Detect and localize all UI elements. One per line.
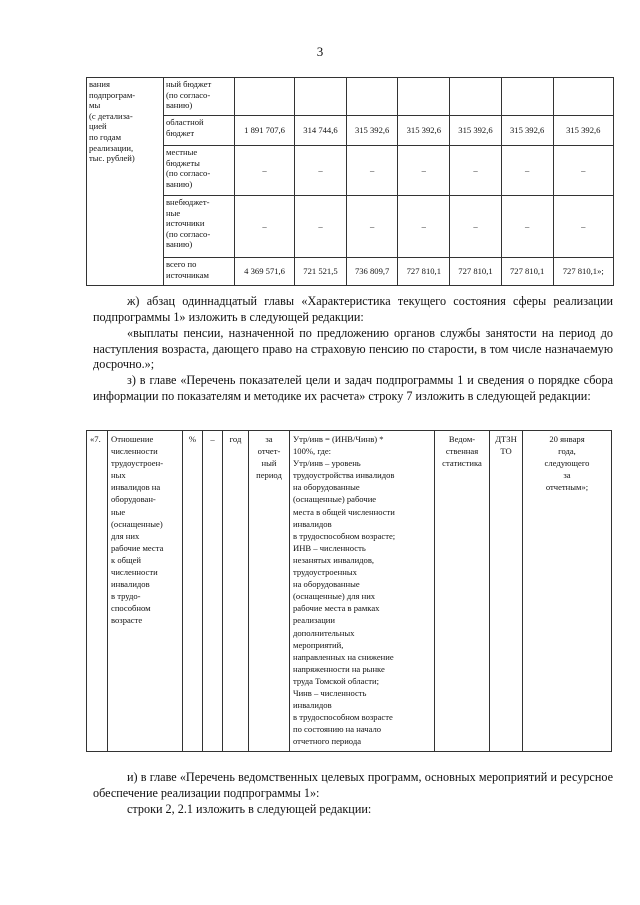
- funding-source-cell: [164, 258, 235, 286]
- responsible-line: ДТЗН: [495, 434, 517, 444]
- value-cell: –: [450, 146, 502, 196]
- info-source-line: статистика: [442, 458, 482, 469]
- funding-source-line: источники: [166, 218, 205, 229]
- value-cell: –: [501, 196, 553, 258]
- indicator-name-line: численности: [111, 567, 158, 578]
- indicator-name-line: инвалидов на: [111, 482, 161, 493]
- row-number: «7.: [90, 434, 101, 444]
- dash-cell: [203, 431, 223, 752]
- value-cell: 315 392,6: [501, 116, 553, 146]
- formula-line: 100%, где:: [293, 446, 332, 457]
- formula-line: инвалидов: [293, 700, 332, 711]
- formula-line: трудоустройства инвалидов: [293, 470, 395, 481]
- indicator-table: [86, 430, 612, 752]
- indicator-name-line: способном: [111, 603, 151, 614]
- value-cell: 314 744,6: [295, 116, 347, 146]
- formula-line: ИНВ – численность: [293, 542, 366, 553]
- table-row: [87, 116, 614, 146]
- formula-line: мероприятий,: [293, 639, 344, 650]
- funding-source-cell: [164, 116, 235, 146]
- time-period-cell: [249, 431, 290, 752]
- paragraph-rows: строки 2, 2.1 изложить в следующей редакции:: [127, 802, 372, 816]
- value-cell: –: [235, 196, 295, 258]
- info-source-line: Ведом-: [448, 434, 476, 444]
- indicator-name-line: оборудован-: [111, 494, 156, 505]
- value-cell: 727 810,1: [501, 258, 553, 286]
- row-label-line: тыс. рублей): [89, 153, 135, 164]
- value-cell: 721 521,5: [295, 258, 347, 286]
- time-period-line: период: [256, 470, 282, 481]
- row-label-cell: [87, 78, 164, 286]
- row-label-line: по годам: [89, 131, 122, 142]
- funding-source-cell: [164, 146, 235, 196]
- indicator-name-line: ные: [111, 506, 126, 517]
- formula-line: рабочие места в рамках: [293, 603, 380, 614]
- responsible-line: ТО: [500, 446, 512, 457]
- value-cell: [235, 78, 295, 116]
- value-cell: –: [295, 146, 347, 196]
- funding-source-cell: [164, 78, 235, 116]
- indicator-name-line: трудоустроен-: [111, 458, 164, 469]
- page-number: 3: [316, 44, 324, 59]
- value-cell: 1 891 707,6: [235, 116, 295, 146]
- funding-source-cell: [164, 196, 235, 258]
- funding-source-line: ванию): [166, 100, 193, 111]
- funding-source-line: бюджеты: [166, 157, 200, 168]
- info-source-line: ственная: [445, 446, 479, 457]
- value-cell: –: [346, 196, 398, 258]
- deadline-line: года,: [558, 446, 576, 457]
- formula-line: инвалидов: [293, 518, 332, 529]
- formula-line: в трудоспособном возрасте: [293, 712, 393, 723]
- value-cell: –: [295, 196, 347, 258]
- dash: –: [210, 434, 215, 444]
- funding-source-line: (по согласо-: [166, 168, 211, 179]
- indicator-name-line: к общей: [111, 554, 142, 565]
- value-cell: 315 392,6: [553, 116, 614, 146]
- indicator-name-line: возрасте: [111, 615, 143, 626]
- info-source-cell: [435, 431, 490, 752]
- unit: %: [188, 434, 197, 444]
- row-label-line: вания: [89, 79, 110, 89]
- value-cell: [450, 78, 502, 116]
- value-cell: –: [398, 146, 450, 196]
- value-cell: [398, 78, 450, 116]
- value-cell: 315 392,6: [346, 116, 398, 146]
- funding-source-line: ный бюджет: [166, 79, 212, 89]
- formula-line: на оборудованные: [293, 579, 360, 590]
- formula-line: на оборудованные: [293, 482, 360, 493]
- formula-line: (оснащенные) для них: [293, 591, 376, 602]
- value-cell: 315 392,6: [398, 116, 450, 146]
- indicator-name-line: (оснащенные): [111, 518, 163, 529]
- time-period-line: за: [265, 434, 273, 444]
- table-row: [87, 146, 614, 196]
- formula-line: незанятых инвалидов,: [293, 554, 375, 565]
- paragraph-zh: ж) абзац одиннадцатый главы «Характеристика текущего состояния сферы реализации подпрограммы 1» изложить в следующей редакции:: [93, 294, 613, 324]
- formula-line: отчетного периода: [293, 736, 362, 747]
- time-period-line: ный: [261, 458, 277, 469]
- unit-cell: [183, 431, 203, 752]
- value-cell: [553, 78, 614, 116]
- formula-line: по состоянию на начало: [293, 724, 382, 735]
- value-cell: –: [553, 146, 614, 196]
- paragraph-z: з) в главе «Перечень показателей цели и задач подпрограммы 1 и сведения о порядке сбора информации по показателям и методике их расчета» строку 7 изложить в следующей редакции:: [93, 373, 613, 403]
- table-row: [87, 196, 614, 258]
- budget-table: [86, 77, 614, 286]
- formula-line: места в общей численности: [293, 506, 395, 517]
- funding-source-line: источникам: [166, 269, 209, 280]
- funding-source-line: (по согласо-: [166, 228, 211, 239]
- periodicity-cell: [223, 431, 249, 752]
- value-cell: [346, 78, 398, 116]
- funding-source-line: внебюджет-: [166, 197, 210, 207]
- formula-line: Чинв – численность: [293, 687, 367, 698]
- funding-source-line: областной: [166, 117, 204, 127]
- value-cell: –: [450, 196, 502, 258]
- value-cell: 4 369 571,6: [235, 258, 295, 286]
- formula-line: направленных на снижение: [293, 651, 394, 662]
- table-row: [87, 258, 614, 286]
- value-cell: 727 810,1: [398, 258, 450, 286]
- funding-source-line: местные: [166, 147, 198, 157]
- value-cell: 736 809,7: [346, 258, 398, 286]
- value-cell: –: [553, 196, 614, 258]
- value-cell: –: [346, 146, 398, 196]
- formula-cell: [290, 431, 435, 752]
- indicator-name-line: инвалидов: [111, 579, 150, 590]
- value-cell: –: [398, 196, 450, 258]
- value-cell: –: [501, 146, 553, 196]
- value-cell: 315 392,6: [450, 116, 502, 146]
- funding-source-line: ванию): [166, 239, 193, 250]
- indicator-name-line: ных: [111, 470, 126, 481]
- deadline-cell: [523, 431, 612, 752]
- deadline-line: 20 января: [549, 434, 585, 444]
- funding-source-line: ные: [166, 207, 181, 218]
- row-label-line: цией: [89, 121, 107, 132]
- formula-line: дополнительных: [293, 627, 355, 638]
- row-label-line: мы: [89, 100, 101, 111]
- row-label-line: реализации,: [89, 142, 134, 153]
- periodicity: год: [229, 434, 242, 444]
- responsible-cell: [490, 431, 523, 752]
- formula-line: трудоустроенных: [293, 567, 357, 578]
- deadline-line: отчетным»;: [545, 482, 589, 493]
- row-label-line: подпрограм-: [89, 89, 136, 100]
- time-period-line: отчет-: [257, 446, 281, 457]
- indicator-name-cell: [108, 431, 183, 752]
- formula-line: реализации: [293, 615, 335, 626]
- value-cell: 727 810,1: [450, 258, 502, 286]
- value-cell: [501, 78, 553, 116]
- funding-source-line: (по согласо-: [166, 89, 211, 100]
- funding-source-line: всего по: [166, 259, 197, 269]
- formula-line: напряженности на рынке: [293, 663, 385, 674]
- value-cell: [295, 78, 347, 116]
- funding-source-line: бюджет: [166, 127, 195, 138]
- formula-line: (оснащенные) рабочие: [293, 494, 377, 505]
- deadline-line: следующего: [544, 458, 590, 469]
- indicator-name-line: Отношение: [111, 434, 154, 444]
- value-cell: –: [235, 146, 295, 196]
- formula-line: Утр/инв – уровень: [293, 458, 361, 469]
- paragraph-i: и) в главе «Перечень ведомственных целевых программ, основных мероприятий и ресурсное обеспечение реализации подпрограммы 1»:: [93, 770, 613, 800]
- funding-source-line: ванию): [166, 178, 193, 189]
- deadline-line: за: [563, 470, 571, 481]
- row-number-cell: [87, 431, 108, 752]
- paragraph-pension-quote: «выплаты пенсии, назначенной по предложению органов службы занятости на период до наступления возраста, дающего право на страховую пенсию по старости, в том числе назначаемую досрочно.»;: [93, 326, 613, 372]
- formula-line: труда Томской области;: [293, 675, 380, 686]
- formula-line: в трудоспособном возрасте;: [293, 530, 396, 541]
- indicator-name-line: численности: [111, 446, 158, 457]
- indicator-name-line: для них: [111, 530, 140, 541]
- row-label-line: (с детализа-: [89, 110, 133, 121]
- table-row: [87, 78, 614, 116]
- formula-line: Утр/инв = (ИНВ/Чинв) *: [293, 434, 384, 444]
- indicator-name-line: рабочие места: [111, 542, 164, 553]
- indicator-name-line: в трудо-: [111, 591, 141, 602]
- table-row: [87, 431, 612, 752]
- value-cell: 727 810,1»;: [553, 258, 614, 286]
